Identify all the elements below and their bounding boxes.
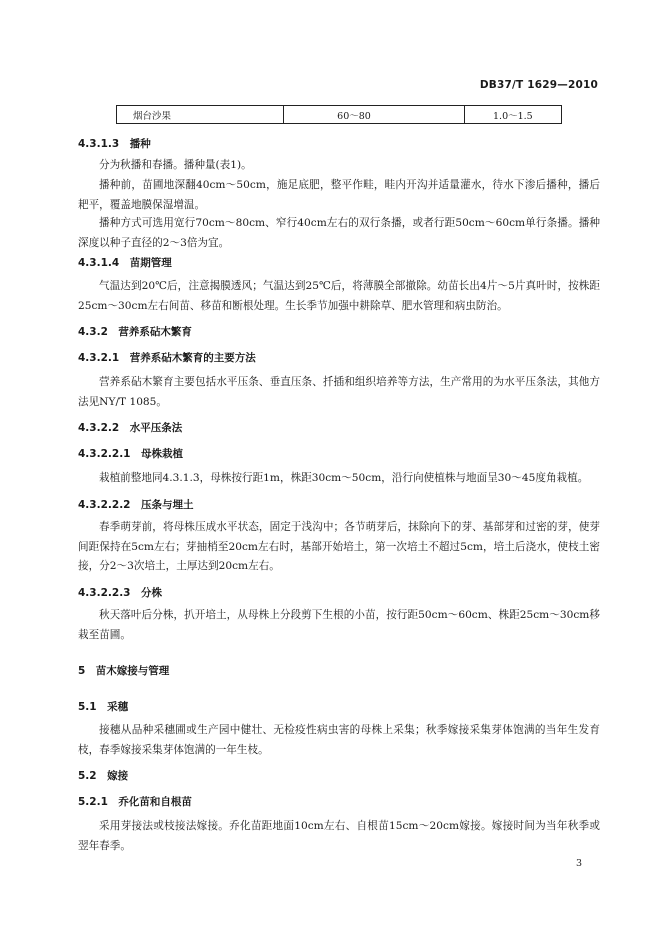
paragraph-scion-collection: 接穗从品种采穗圃或生产园中健壮、无检疫性病虫害的母株上采集；秋季嫁接采集芽体饱满的当年生发育枝，春季嫁接采集芽体饱满的一年生枝。 bbox=[78, 724, 600, 756]
paragraph-sowing-prep: 播种前，苗圃地深翻40cm～50cm，施足底肥，整平作畦，畦内开沟并适量灌水，待水下渗后播种，播后耙平，覆盖地膜保湿增温。 bbox=[78, 179, 600, 211]
paragraph-sowing-method: 播种方式可选用宽行70cm～80cm、窄行40cm左右的双行条播，或者行距50cm～60cm单行条播。播种深度以种子直径的2～3倍为宜。 bbox=[78, 217, 600, 249]
paragraph-layering: 春季萌芽前，将母株压成水平状态，固定于浅沟中；各节萌芽后，抹除向下的芽、基部芽和过密的芽，使芽间距保持在5cm左右；芽抽梢至20cm左右时，基部开始培土，第一次培土不超过5cm，培土后浇水，使枝土密接，分2～3次培土，土厚达到20cm左右。 bbox=[78, 521, 600, 572]
table-cell-col2: 60～80 bbox=[284, 106, 465, 124]
heading-5-2-1: 5.2.1 乔化苗和自根苗 bbox=[78, 796, 192, 808]
paragraph-sowing-intro: 分为秋播和春播。播种量(表1)。 bbox=[99, 159, 252, 171]
paragraph-seedling-management: 气温达到20℃后，注意揭膜透风；气温达到25℃后，将薄膜全部撤除。幼苗长出4片～5片真叶时，按株距25cm～30cm左右间苗、移苗和断根处理。生长季节加强中耕除草、肥水管理和病虫防治。 bbox=[78, 280, 600, 312]
heading-4-3-2-2-1: 4.3.2.2.1 母株栽植 bbox=[78, 448, 183, 460]
table-cell-variety: 烟台沙果 bbox=[117, 106, 284, 124]
heading-4-3-2-1: 4.3.2.1 营养系砧木繁育的主要方法 bbox=[78, 352, 256, 364]
heading-4-3-2-2-3: 4.3.2.2.3 分株 bbox=[78, 587, 162, 599]
heading-4-3-2: 4.3.2 营养系砧木繁育 bbox=[78, 326, 192, 338]
paragraph-rootstock-methods: 营养系砧木繁育主要包括水平压条、垂直压条、扦插和组织培养等方法，生产常用的为水平压条法，其他方法见NY/T 1085。 bbox=[78, 376, 600, 408]
page-number: 3 bbox=[575, 858, 582, 869]
table-row bbox=[117, 106, 562, 124]
paragraph-division: 秋天落叶后分株，扒开培土，从母株上分段剪下生根的小苗，按行距50cm～60cm、株距25cm～30cm移栽至苗圃。 bbox=[78, 609, 600, 641]
seeding-rate-table bbox=[116, 105, 562, 124]
paragraph-grafting: 采用芽接法或枝接法嫁接。乔化苗距地面10cm左右、自根苗15cm～20cm嫁接。嫁接时间为当年秋季或翌年春季。 bbox=[78, 820, 600, 852]
paragraph-mother-plant: 栽植前整地同4.3.1.3，母株按行距1m，株距30cm～50cm，沿行向使植株与地面呈30～45度角栽植。 bbox=[99, 472, 589, 484]
standard-code: DB37/T 1629—2010 bbox=[479, 79, 598, 91]
table-cell-col3: 1.0～1.5 bbox=[465, 106, 562, 124]
heading-5-2: 5.2 嫁接 bbox=[78, 770, 129, 782]
heading-5-1: 5.1 采穗 bbox=[78, 701, 129, 713]
heading-4-3-2-2-2: 4.3.2.2.2 压条与埋土 bbox=[78, 499, 194, 511]
heading-4-3-1-3: 4.3.1.3 播种 bbox=[78, 138, 151, 150]
heading-5: 5 苗木嫁接与管理 bbox=[78, 665, 170, 677]
heading-4-3-1-4: 4.3.1.4 苗期管理 bbox=[78, 257, 172, 269]
heading-4-3-2-2: 4.3.2.2 水平压条法 bbox=[78, 422, 183, 434]
